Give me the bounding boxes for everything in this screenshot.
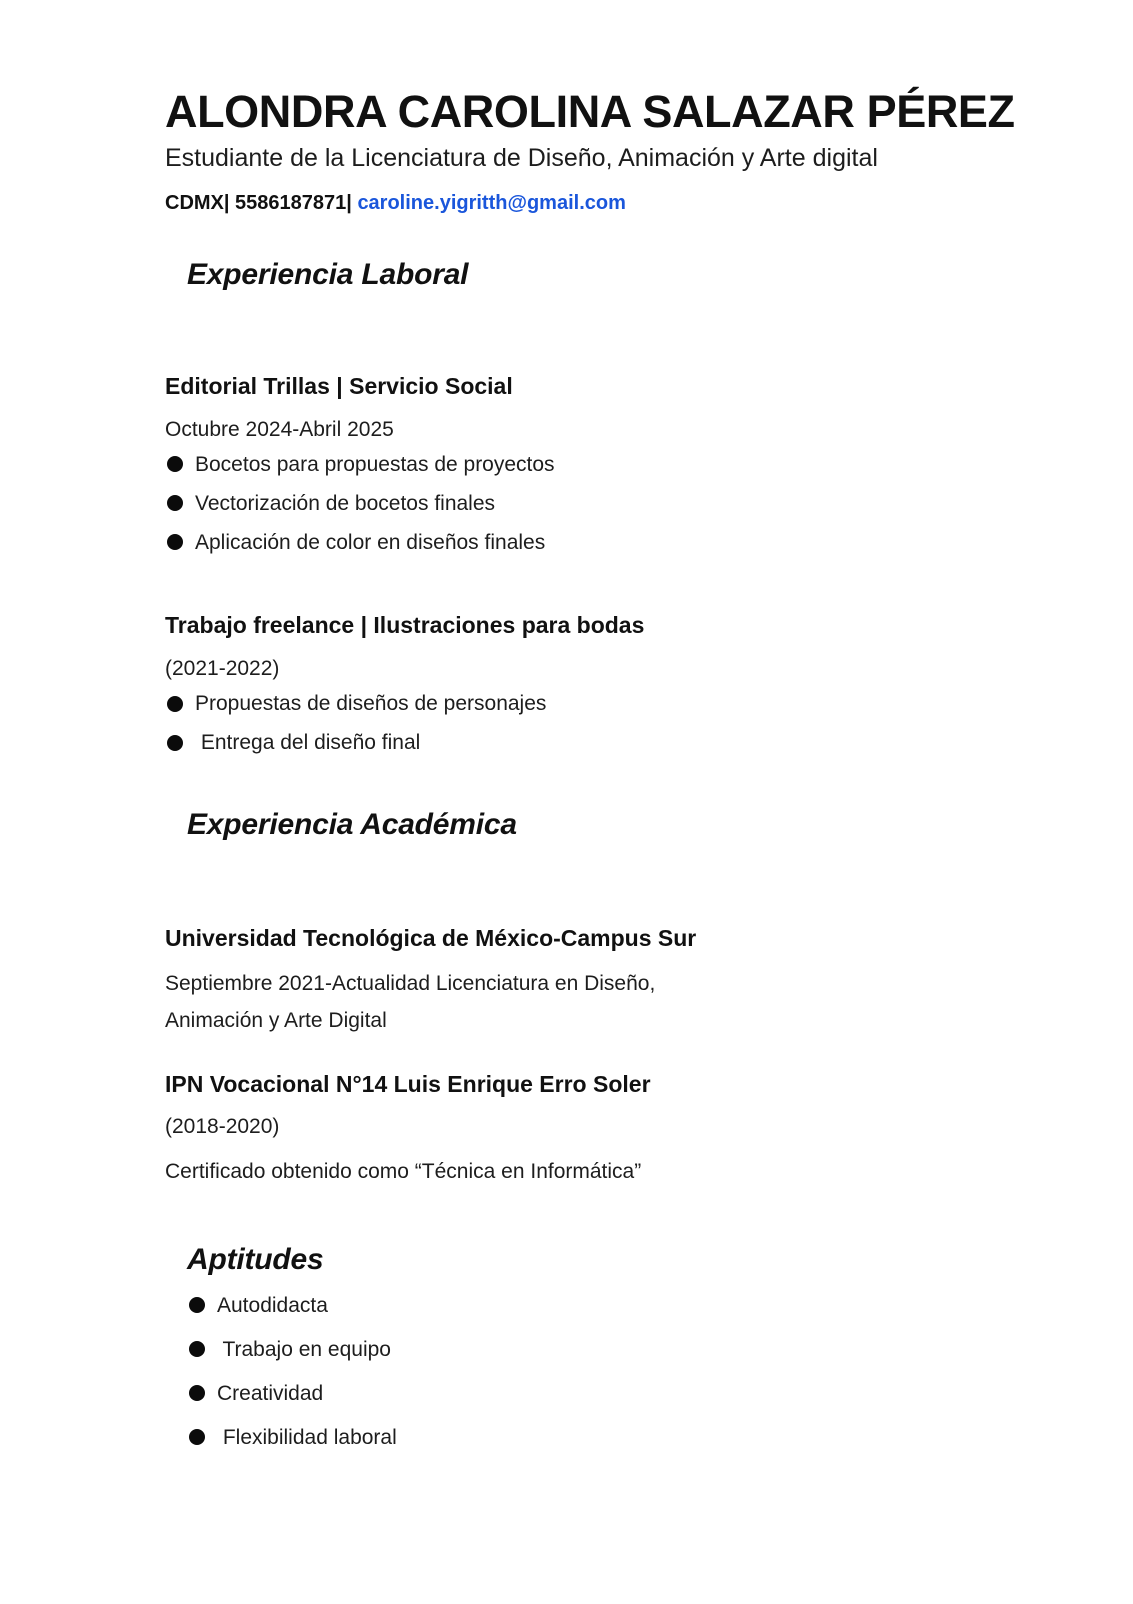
list-item: Flexibilidad laboral — [187, 1427, 1025, 1448]
list-item: Propuestas de diseños de personajes — [165, 693, 1025, 714]
list-item: Aplicación de color en diseños finales — [165, 532, 1025, 553]
work-entry-trabajo-freelance — [165, 553, 1025, 753]
list-item: Trabajo en equipo — [187, 1339, 1025, 1360]
work-entry-date: (2021-2022) — [165, 656, 280, 680]
section-heading-aptitudes: Aptitudes — [187, 1242, 324, 1276]
section-heading-experiencia-laboral: Experiencia Laboral — [187, 257, 469, 291]
contact-location: CDMX — [165, 191, 224, 214]
contact-separator-1: | — [223, 191, 236, 214]
education-entry-unitec — [165, 842, 1025, 1039]
work-entry-date: Octubre 2024-Abril 2025 — [165, 417, 394, 441]
work-entry-bullet-list — [165, 693, 1025, 753]
education-entry-description: Septiembre 2021-Actualidad Licenciatura en Diseño, Animación y Arte Digital — [165, 972, 656, 1032]
page-title: ALONDRA CAROLINA SALAZAR PÉREZ — [165, 86, 1015, 137]
resume-content — [165, 0, 1025, 1448]
contact-phone[interactable]: 5586187871 — [235, 191, 347, 214]
section-heading-experiencia-academica: Experiencia Académica — [187, 808, 517, 842]
contact-line — [165, 190, 1025, 216]
work-entry-title: Trabajo freelance | Ilustraciones para bodas — [165, 611, 645, 638]
education-entry-description: Certificado obtenido como “Técnica en Informática” — [165, 1159, 642, 1183]
list-item: Entrega del diseño final — [165, 732, 1025, 753]
education-entry-title: Universidad Tecnológica de México-Campus Sur — [165, 925, 697, 952]
contact-email-link[interactable]: caroline.yigritth@gmail.com — [357, 191, 626, 214]
aptitudes-list — [165, 1295, 1025, 1448]
list-item: Creatividad — [187, 1383, 1025, 1404]
list-item: Autodidacta — [187, 1295, 1025, 1316]
professional-subtitle: Estudiante de la Licenciatura de Diseño, Animación y Arte digital — [165, 143, 878, 172]
list-item: Vectorización de bocetos finales — [165, 493, 1025, 514]
list-item: Bocetos para propuestas de proyectos — [165, 454, 1025, 475]
work-entry-editorial-trillas — [165, 292, 1025, 553]
education-entry-date: (2018-2020) — [165, 1115, 280, 1139]
contact-separator-2: | — [346, 191, 358, 214]
work-entry-bullet-list — [165, 454, 1025, 553]
education-entry-ipn — [165, 1040, 1025, 1191]
education-entry-title: IPN Vocacional N°14 Luis Enrique Erro Soler — [165, 1070, 651, 1097]
work-entry-title: Editorial Trillas | Servicio Social — [165, 372, 513, 399]
